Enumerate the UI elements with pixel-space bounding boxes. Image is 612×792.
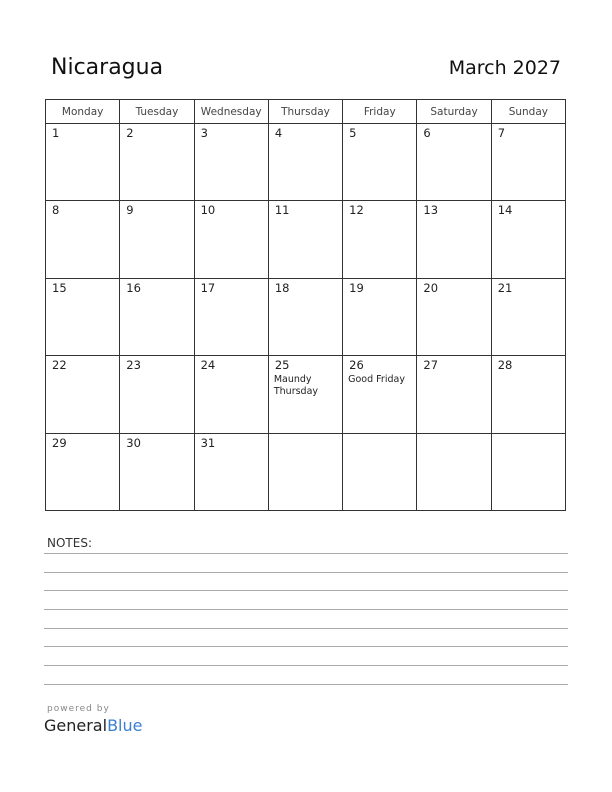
day-number: 2: [126, 126, 134, 140]
day-cell: [194, 278, 268, 355]
day-number: 22: [52, 358, 67, 373]
day-number: 1: [52, 126, 60, 140]
day-cell: [194, 433, 268, 510]
weekday-header: Wednesday: [194, 100, 268, 124]
day-cell: [343, 356, 417, 433]
day-number: 28: [497, 358, 513, 373]
weekday-header: Tuesday: [120, 100, 194, 124]
notes-line: [44, 684, 568, 685]
day-cell: [491, 201, 565, 278]
day-cell: [268, 278, 342, 355]
day-number: 20: [423, 280, 439, 295]
day-number: 4: [274, 126, 283, 140]
calendar-grid: [45, 99, 566, 511]
day-cell: [491, 124, 565, 201]
weekday-header: Sunday: [491, 100, 565, 124]
notes-line: [44, 553, 568, 554]
logo-text-blue: Blue: [107, 716, 143, 735]
day-number: [343, 434, 416, 436]
day-cell: [120, 124, 194, 201]
day-cell: [194, 124, 268, 201]
day-number: [492, 434, 565, 436]
day-number: 17: [200, 280, 216, 295]
notes-line: [44, 590, 568, 591]
day-number: 19: [349, 280, 364, 295]
day-number: [417, 434, 490, 436]
day-number: 23: [126, 358, 141, 373]
day-cell: [417, 356, 491, 433]
day-cell: [417, 124, 491, 201]
notes-line: [44, 646, 568, 647]
day-cell: [120, 356, 194, 433]
generalblue-logo[interactable]: [44, 716, 142, 735]
day-cell: [491, 278, 565, 355]
powered-by-label: powered by: [47, 704, 110, 714]
day-number: 18: [274, 280, 290, 295]
day-cell: [46, 124, 120, 201]
notes-line: [44, 665, 568, 666]
weekday-header: Monday: [46, 100, 120, 124]
day-cell: [491, 433, 565, 510]
day-number: 25: [274, 358, 290, 373]
holiday-label: Good Friday: [348, 374, 405, 386]
day-cell: [268, 124, 342, 201]
weekday-header: Friday: [343, 100, 417, 124]
day-number: 14: [497, 203, 513, 218]
weekday-header: Thursday: [268, 100, 342, 124]
day-number: 29: [52, 435, 67, 450]
calendar-week-row: [46, 356, 566, 433]
day-cell: [417, 278, 491, 355]
day-number: 13: [423, 203, 439, 218]
logo-text-general: General: [44, 716, 108, 735]
notes-label: NOTES:: [47, 536, 92, 550]
day-number: 21: [497, 280, 513, 295]
day-cell: [46, 356, 120, 433]
day-cell: [46, 201, 120, 278]
day-cell: [46, 278, 120, 355]
day-cell: [46, 433, 120, 510]
weekday-header-row: [46, 100, 566, 124]
notes-line: [44, 628, 568, 629]
day-number: 10: [200, 203, 216, 218]
day-cell: [343, 201, 417, 278]
day-number: [269, 434, 342, 436]
day-number: 31: [200, 435, 216, 450]
day-cell: [417, 201, 491, 278]
day-number: 27: [423, 358, 439, 373]
calendar-week-row: [46, 433, 566, 510]
day-number: 16: [126, 280, 141, 295]
day-cell: [120, 278, 194, 355]
calendar-week-row: [46, 278, 566, 355]
day-number: 9: [126, 203, 134, 218]
day-number: 15: [52, 280, 67, 295]
day-cell: [268, 201, 342, 278]
calendar-month-year: March 2027: [448, 57, 561, 79]
notes-line: [44, 609, 568, 610]
weekday-header: Saturday: [417, 100, 491, 124]
day-cell: [120, 433, 194, 510]
day-cell: [343, 124, 417, 201]
day-number: 3: [200, 126, 208, 140]
day-number: 6: [423, 126, 431, 140]
day-cell: [343, 433, 417, 510]
day-number: 24: [200, 358, 216, 373]
day-cell: [120, 201, 194, 278]
day-number: 8: [52, 203, 60, 218]
day-number: 30: [126, 435, 141, 450]
day-number: 7: [497, 126, 506, 140]
day-cell: [268, 356, 342, 433]
day-cell: [417, 433, 491, 510]
notes-line: [44, 572, 568, 573]
day-number: 12: [349, 203, 364, 218]
day-number: 26: [349, 358, 364, 373]
calendar-week-row: [46, 124, 566, 201]
calendar-week-row: [46, 201, 566, 278]
calendar-country: Nicaragua: [51, 55, 164, 80]
day-cell: [194, 201, 268, 278]
holiday-label: Maundy Thursday: [273, 374, 319, 398]
day-number: 11: [274, 203, 290, 218]
day-cell: [268, 433, 342, 510]
day-cell: [343, 278, 417, 355]
day-cell: [491, 356, 565, 433]
day-cell: [194, 356, 268, 433]
day-number: 5: [349, 126, 357, 140]
